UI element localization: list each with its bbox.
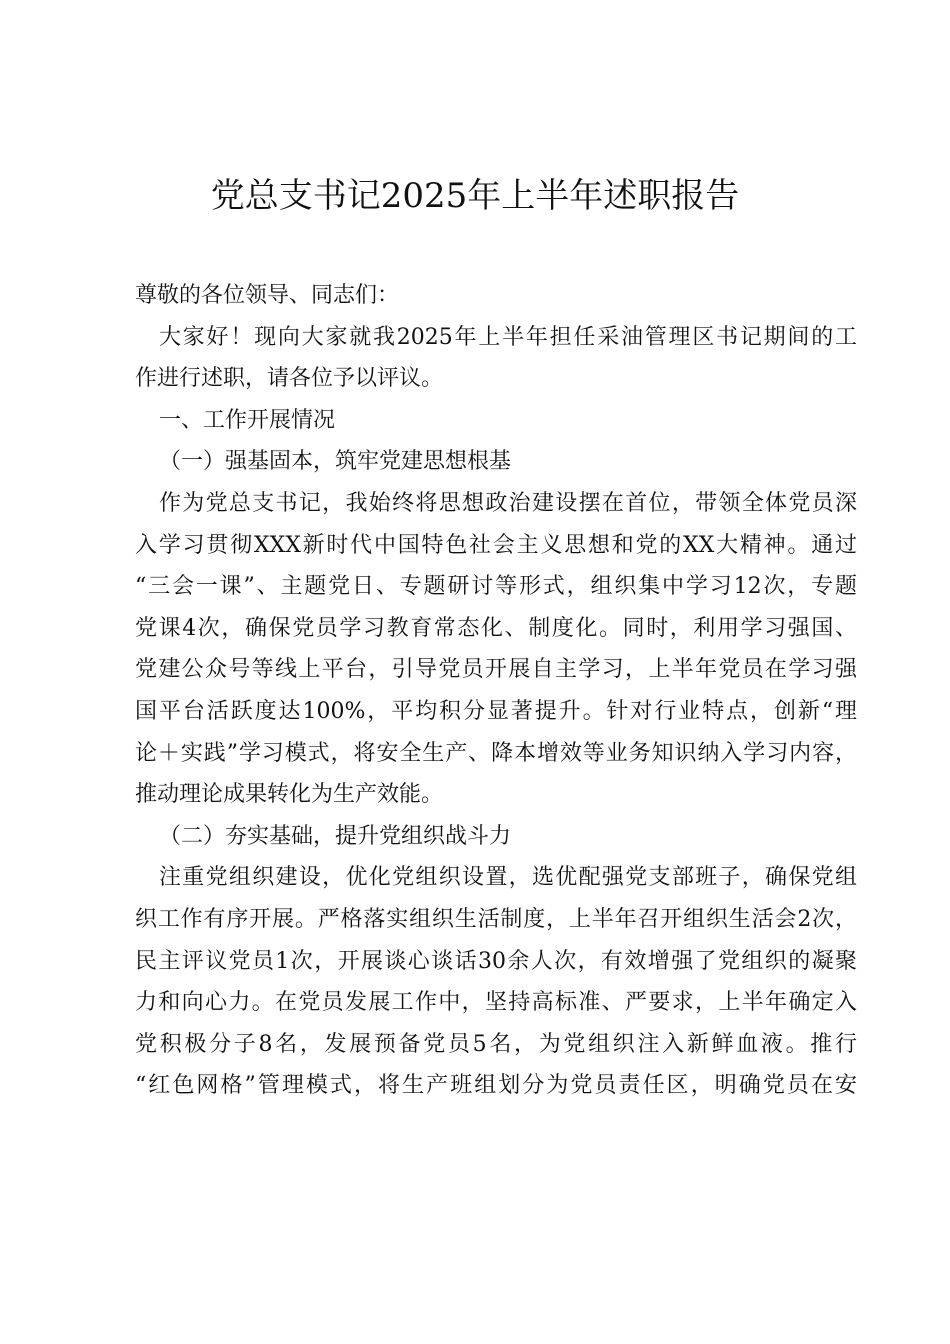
text-line: 作为党总支书记，我始终将思想政治建设摆在首位，带领全体党员深 <box>159 490 857 516</box>
text-line: 党课4次，确保党员学习教育常态化、制度化。同时，利用学习强国、 <box>135 615 857 641</box>
salutation <box>135 275 857 317</box>
text-line: 国平台活跃度达100%，平均积分显著提升。针对行业特点，创新“理 <box>135 698 857 724</box>
document-body <box>135 275 857 1107</box>
text-line: 一、工作开展情况 <box>159 407 336 433</box>
text-line: （二）夯实基础，提升党组织战斗力 <box>159 823 512 849</box>
subheading <box>135 816 857 858</box>
text-line: 织工作有序开展。严格落实组织生活制度，上半年召开组织生活会2次， <box>135 906 857 932</box>
paragraph <box>135 483 857 816</box>
document-title: 党总支书记2025年上半年述职报告 <box>210 176 740 216</box>
text-line: 党建公众号等线上平台，引导党员开展自主学习，上半年党员在学习强 <box>135 657 857 683</box>
text-line: 民主评议党员1次，开展谈心谈话30余人次，有效增强了党组织的凝聚 <box>135 948 857 974</box>
text-line: 注重党组织建设，优化党组织设置，选优配强党支部班子，确保党组 <box>159 865 857 891</box>
text-line: 入学习贯彻XXX新时代中国特色社会主义思想和党的XX大精神。通过 <box>135 532 857 558</box>
subheading <box>135 441 857 483</box>
text-line: 力和向心力。在党员发展工作中，坚持高标准、严要求，上半年确定入 <box>135 990 857 1016</box>
text-line: 作进行述职，请各位予以评议。 <box>135 366 444 392</box>
text-line: 推动理论成果转化为生产效能。 <box>135 782 444 808</box>
text-line: “红色网格”管理模式，将生产班组划分为党员责任区，明确党员在安 <box>135 1073 857 1099</box>
text-line: 尊敬的各位领导、同志们： <box>135 283 400 308</box>
text-line: 论＋实践”学习模式，将安全生产、降本增效等业务知识纳入学习内容， <box>135 740 857 766</box>
text-line: “三会一课”、主题党日、专题研讨等形式，组织集中学习12次，专题 <box>135 574 857 600</box>
heading <box>135 400 857 442</box>
text-line: 党积极分子8名，发展预备党员5名，为党组织注入新鲜血液。推行 <box>135 1031 857 1057</box>
text-line: 大家好！现向大家就我2025年上半年担任采油管理区书记期间的工 <box>159 324 857 350</box>
paragraph <box>135 857 857 1107</box>
text-line: （一）强基固本，筑牢党建思想根基 <box>159 449 512 475</box>
paragraph <box>135 317 857 400</box>
